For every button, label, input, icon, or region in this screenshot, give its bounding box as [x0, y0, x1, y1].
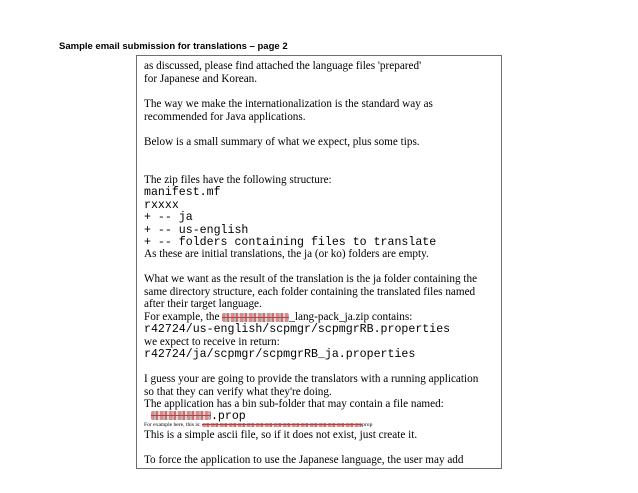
email-line: What we want as the result of the translation is the ja folder containing the [144, 273, 478, 285]
code-line: r42724/us-english/scpmgr/scpmgrRB.properties [144, 323, 451, 336]
email-line: as discussed, please find attached the language files 'prepared' [144, 60, 422, 72]
redacted-path [202, 423, 362, 427]
code-line: rxxxx [144, 199, 179, 212]
code-text: .prop [210, 410, 246, 423]
redacted-filename [151, 411, 211, 420]
email-line: This is a simple ascii file, so if it does not exist, just create it. [144, 429, 418, 441]
email-line: The application has a bin sub-folder that may contain a file named: [144, 398, 444, 410]
code-line: + -- folders containing files to translate [144, 236, 437, 249]
email-line: I guess your are going to provide the translators with a running application [144, 373, 479, 385]
email-line-small [144, 422, 372, 429]
page-title: Sample email submission for translations – page 2 [59, 41, 288, 52]
email-line: To force the application to use the Japanese language, the user may add [144, 454, 464, 466]
email-line: The zip files have the following structure: [144, 174, 332, 186]
email-line: same directory structure, each folder containing the translated files named [144, 286, 476, 298]
email-line: we expect to receive in return: [144, 336, 280, 348]
small-text: prop [362, 422, 373, 428]
email-text: _lang-pack_ja.zip contains: [289, 311, 413, 323]
email-line: after their target language. [144, 298, 262, 310]
email-line: so that they can verify what they're doing. [144, 386, 332, 398]
email-line: As these are initial translations, the ja (or ko) folders are empty. [144, 248, 429, 260]
code-line: manifest.mf [144, 186, 221, 199]
code-line: + -- ja [144, 211, 193, 224]
email-line: The way we make the internationalization is the standard way as [144, 98, 433, 110]
code-line: r42724/ja/scpmgr/scpmgrRB_ja.properties [144, 348, 416, 361]
redacted-name [222, 313, 289, 322]
email-text: For example, the [144, 311, 223, 323]
email-line: Below is a small summary of what we expect, plus some tips. [144, 136, 420, 148]
email-line: for Japanese and Korean. [144, 73, 258, 85]
email-line: recommended for Java applications. [144, 111, 306, 123]
code-line: + -- us-english [144, 224, 249, 237]
small-text: For example here, this is: [144, 422, 203, 428]
